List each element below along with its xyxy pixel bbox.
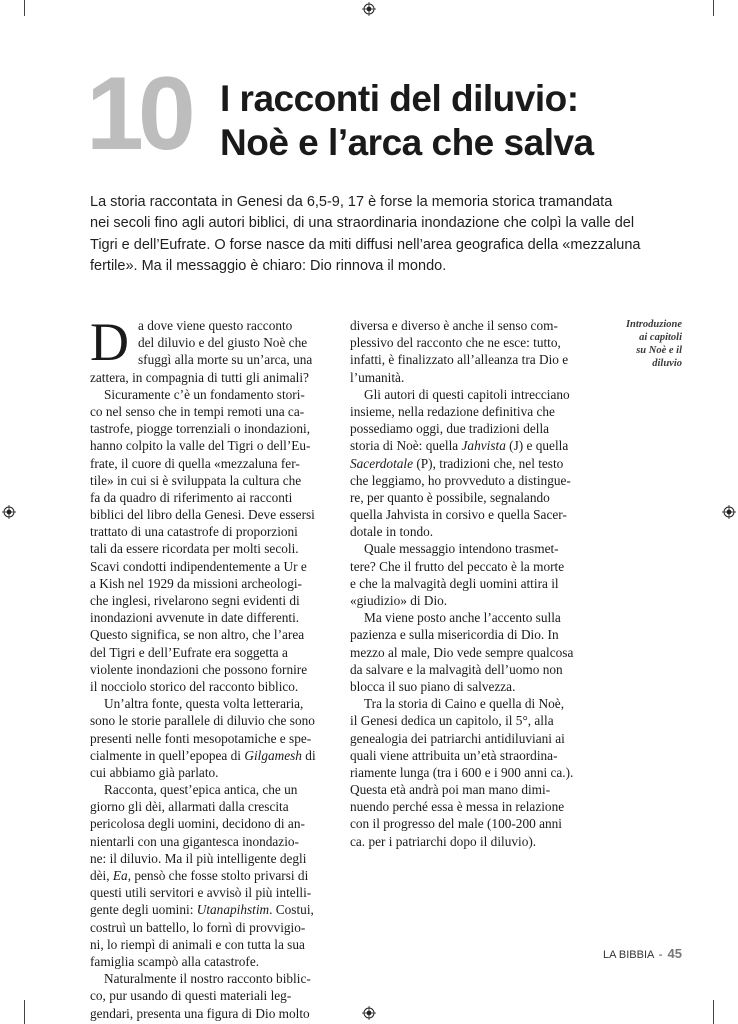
text-run: gente degli uomini: (90, 902, 197, 918)
margin-note-line: diluvio (652, 358, 682, 369)
chapter-title-line: I racconti del diluvio: (220, 78, 579, 119)
text-line: blocca il suo piano di salvezza. (350, 678, 516, 694)
text-line: Questa età andrà poi man mano dimi- (350, 782, 551, 798)
margin-note (606, 318, 682, 370)
text-line: fa da quadro di riferimento ai racconti (90, 489, 293, 505)
italic-term: Ea (112, 868, 128, 883)
text-line: Scavi condotti indipendentemente a Ur e (90, 558, 307, 574)
crop-mark (24, 0, 25, 16)
text-line: tastrofe, piogge torrenziali o inondazioni, (90, 421, 311, 437)
text-run: . Costui, (269, 902, 314, 918)
page-footer (598, 946, 682, 961)
text-line: pazienza e sulla misericordia di Dio. In (350, 627, 559, 643)
text-line: trattato di una catastrofe di proporzioni (90, 524, 298, 540)
text-line: da salvare e la malvagità dell’uomo non (350, 661, 563, 677)
text-line: mezzo al male, Dio vede sempre qualcosa (350, 644, 574, 660)
intro-line: Tigri e dell’Eufrate. O forse nasce da miti diffusi nell’area geografica della «mezzaluna (90, 236, 641, 253)
text-line (90, 747, 342, 764)
text-line: che inglesi, rivelarono segni evidenti di (90, 593, 300, 608)
running-head: LA BIBBIA (602, 949, 654, 961)
text-line: insieme, nella redazione definitiva che (350, 403, 555, 419)
italic-term: Sacerdotale (350, 455, 414, 471)
text-line: quali viene attribuita un’età straordina- (350, 747, 558, 763)
text-line: re, per quanto è possibile, segnalando (350, 489, 550, 505)
text-line: cui abbiamo già parlato. (90, 764, 219, 780)
text-line: inondazioni avvenute in date differenti. (90, 610, 300, 626)
text-line: e che la malvagità degli uomini attira il (350, 575, 559, 591)
text-line: tali da essere ricordata per molti secoli. (90, 541, 299, 557)
text-line: ne: il diluvio. Ma il più intelligente degli (90, 850, 307, 866)
text-line (350, 455, 600, 472)
intro-line: La storia raccontata in Genesi da 6,5-9, 17 è forse la memoria storica tramandata (90, 194, 613, 210)
text-run: cialmente in quell’epopea di (90, 747, 245, 763)
text-line: costruì un battello, lo fornì di provvigio- (90, 919, 306, 935)
text-line: l’umanità. (350, 369, 405, 385)
text-run: di (301, 747, 316, 763)
text-run: (P), tradizioni che, nel testo (416, 455, 564, 471)
text-line: frate, il cuore di quella «mezzaluna fer- (90, 455, 300, 471)
text-line: tere? Che il frutto del peccato è la morte (350, 558, 565, 574)
margin-note-line: su Noè e il (636, 345, 682, 356)
text-line: Gli autori di questi capitoli intrecciano (364, 386, 570, 402)
text-line: tile» in cui si è sviluppata la cultura che (90, 472, 302, 488)
text-line: «giudizio» di Dio. (350, 593, 448, 608)
crop-mark (713, 1000, 714, 1024)
text-line: giorno gli dèi, allarmati dalla crescita (90, 799, 289, 815)
text-line: diversa e diverso è anche il senso com- (350, 318, 558, 333)
text-line: famiglia scampò alla catastrofe. (90, 953, 260, 969)
intro-line: nei secoli fino agli autori biblici, di una straordinaria inondazione che colpì la valle del (90, 215, 635, 232)
text-run: dèi, (90, 868, 113, 883)
text-line: biblici del libro della Genesi. Deve essersi (90, 507, 315, 523)
text-line: del Tigri e dell’Eufrate era soggetta a (90, 644, 288, 660)
text-line: dotale in tondo. (350, 524, 434, 540)
text-line: ni, lo riempì di animali e con tutta la sua (90, 936, 305, 952)
text-line: a dove viene questo racconto (138, 318, 293, 333)
text-line: Tra la storia di Caino e quella di Noè, (364, 696, 565, 712)
text-line (90, 901, 342, 918)
registration-mark-icon (362, 1006, 376, 1020)
body-column-left (90, 312, 342, 1022)
text-line: Quale messaggio intendono trasmet- (364, 541, 559, 557)
italic-term: Utanapihstim (196, 902, 270, 918)
text-line: presenti nelle fonti mesopotamiche e spe- (90, 730, 312, 746)
text-line: pericolosa degli uomini, decidono di an- (90, 816, 305, 832)
chapter-number: 10 (86, 56, 190, 172)
text-line: violente inondazioni che possono fornire (90, 661, 308, 677)
text-line: ca. per i patriarchi dopo il diluvio). (350, 833, 537, 849)
intro-line: fertile». Ma il messaggio è chiaro: Dio rinnova il mondo. (90, 257, 447, 274)
text-line: gendari, presenta una figura di Dio molto (90, 1005, 310, 1021)
text-line: possediamo oggi, due tradizioni della (350, 421, 550, 437)
italic-term: Gilgamesh (244, 747, 302, 763)
footer-separator: - (658, 949, 663, 961)
crop-mark (713, 0, 714, 16)
text-run: (J) e quella (505, 438, 569, 454)
intro-paragraph (90, 192, 690, 277)
text-line: questi utili servitori e avvisò il più intelli- (90, 885, 312, 901)
text-line: sono le storie parallele di diluvio che sono (90, 713, 315, 729)
text-line: a Kish nel 1929 da missioni archeologi- (90, 575, 302, 591)
text-line: che leggiamo, ho provveduto a distingue- (350, 472, 571, 488)
crop-mark (24, 1000, 25, 1024)
chapter-title (220, 77, 594, 165)
text-line: hanno colpito la valle del Tigri o dell’Eu- (90, 438, 311, 454)
text-line: Ma viene posto anche l’accento sulla (364, 610, 561, 626)
margin-note-line: Introduzione (625, 319, 682, 330)
registration-mark-icon (2, 505, 16, 519)
text-line: il Genesi dedica un capitolo, il 5°, alla (350, 713, 554, 729)
margin-note-line: ai capitoli (639, 332, 682, 343)
body-column-right (350, 317, 600, 850)
text-line: nientarli con una gigantesca inondazio- (90, 833, 299, 849)
text-line: infatti, è finalizzato all’alleanza tra Dio e (350, 352, 569, 368)
drop-cap: D (90, 312, 129, 372)
text-line: Un’altra fonte, questa volta letteraria, (104, 696, 304, 712)
text-line: zattera, in compagnia di tutti gli animali? (90, 369, 309, 385)
chapter-title-line: Noè e l’arca che salva (220, 122, 594, 163)
text-line (90, 867, 342, 884)
text-line: genealogia dei patriarchi antidiluviani ai (350, 730, 565, 746)
text-line: Naturalmente il nostro racconto biblic- (104, 971, 311, 987)
text-run: , pensò che fosse stolto privarsi di (127, 868, 309, 883)
text-line: Racconta, quest’epica antica, che un (104, 782, 298, 798)
text-line: con il progresso del male (100-200 anni (350, 816, 562, 832)
text-line: il nocciolo storico del racconto biblico. (90, 678, 299, 694)
text-line: co nel senso che in tempi remoti una ca- (90, 403, 305, 419)
text-line: Questo significa, se non altro, che l’area (90, 627, 305, 643)
text-line (350, 437, 600, 454)
text-line: plessivo del racconto che ne esce: tutto, (350, 335, 561, 351)
text-run: storia di Noè: quella (350, 438, 462, 454)
text-line: Sicuramente c’è un fondamento stori- (104, 386, 305, 402)
italic-term: Jahvista (461, 438, 506, 454)
text-line: sfuggì alla morte su un’arca, una (138, 352, 313, 368)
text-line: del diluvio e del giusto Noè che (138, 335, 308, 351)
text-line: nuendo perché essa è messa in relazione (350, 799, 565, 815)
page-number: 45 (667, 946, 682, 961)
text-line: co, pur usando di questi materiali leg- (90, 988, 292, 1004)
text-line: quella Jahvista in corsivo e quella Sacer- (350, 507, 567, 523)
registration-mark-icon (722, 505, 736, 519)
registration-mark-icon (362, 2, 376, 16)
text-line: riamente lunga (tra i 600 e i 900 anni ca.). (350, 764, 574, 780)
